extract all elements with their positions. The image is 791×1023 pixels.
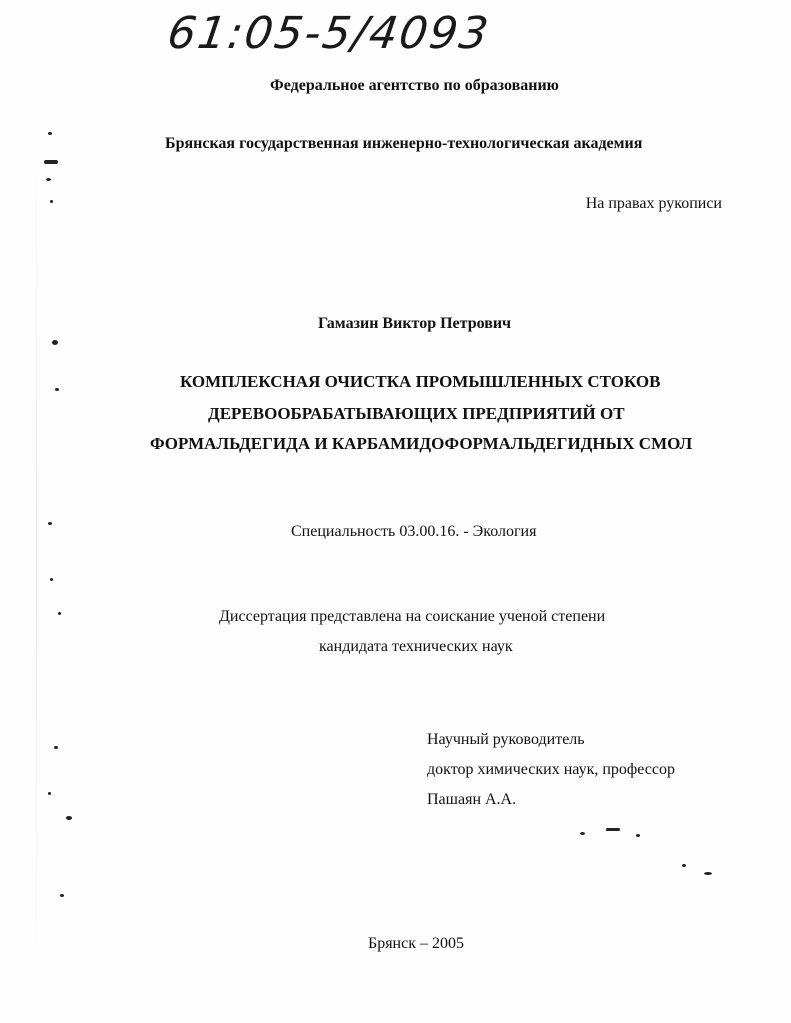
scan-speck bbox=[48, 132, 52, 135]
specialty-line: Специальность 03.00.16. - Экология bbox=[291, 523, 537, 540]
rights-notice: На правах рукописи bbox=[585, 195, 722, 212]
supervisor-name: Пашаян А.А. bbox=[427, 791, 517, 808]
thesis-title-line-2: ДЕРЕВООБРАБАТЫВАЮЩИХ ПРЕДПРИЯТИЙ ОТ bbox=[208, 404, 625, 423]
scan-speck bbox=[52, 340, 58, 345]
scan-speck bbox=[580, 832, 585, 835]
thesis-title-line-1: КОМПЛЕКСНАЯ ОЧИСТКА ПРОМЫШЛЕННЫХ СТОКОВ bbox=[180, 372, 661, 391]
scan-speck bbox=[46, 178, 51, 181]
dissertation-line-2: кандидата технических наук bbox=[319, 638, 513, 655]
supervisor-degree: доктор химических наук, профессор bbox=[427, 761, 675, 778]
scan-speck bbox=[50, 578, 53, 581]
city-year: Брянск – 2005 bbox=[368, 935, 464, 952]
author-name: Гамазин Виктор Петрович bbox=[318, 315, 512, 332]
handwritten-archive-code: 61:05-5/4093 bbox=[164, 8, 494, 59]
academy-heading: Брянская государственная инженерно-технологическая академия bbox=[165, 135, 643, 152]
scan-speck bbox=[48, 792, 51, 795]
scan-speck bbox=[66, 816, 72, 820]
scan-speck bbox=[55, 388, 59, 391]
scan-speck bbox=[54, 746, 58, 749]
scan-speck bbox=[60, 894, 64, 897]
supervisor-label: Научный руководитель bbox=[427, 731, 585, 748]
scan-speck bbox=[636, 834, 640, 837]
scan-speck bbox=[50, 200, 53, 203]
scan-speck bbox=[44, 160, 58, 164]
scan-speck bbox=[58, 612, 61, 615]
scan-speck bbox=[48, 522, 52, 525]
scan-speck bbox=[682, 864, 686, 867]
dissertation-line-1: Диссертация представлена на соискание ученой степени bbox=[219, 608, 606, 625]
scan-speck bbox=[704, 872, 712, 875]
scan-edge-shadow bbox=[36, 120, 37, 1000]
agency-heading: Федеральное агентство по образованию bbox=[270, 77, 559, 94]
scan-speck bbox=[606, 828, 620, 831]
thesis-title-line-3: ФОРМАЛЬДЕГИДА И КАРБАМИДОФОРМАЛЬДЕГИДНЫХ СМОЛ bbox=[150, 434, 693, 453]
